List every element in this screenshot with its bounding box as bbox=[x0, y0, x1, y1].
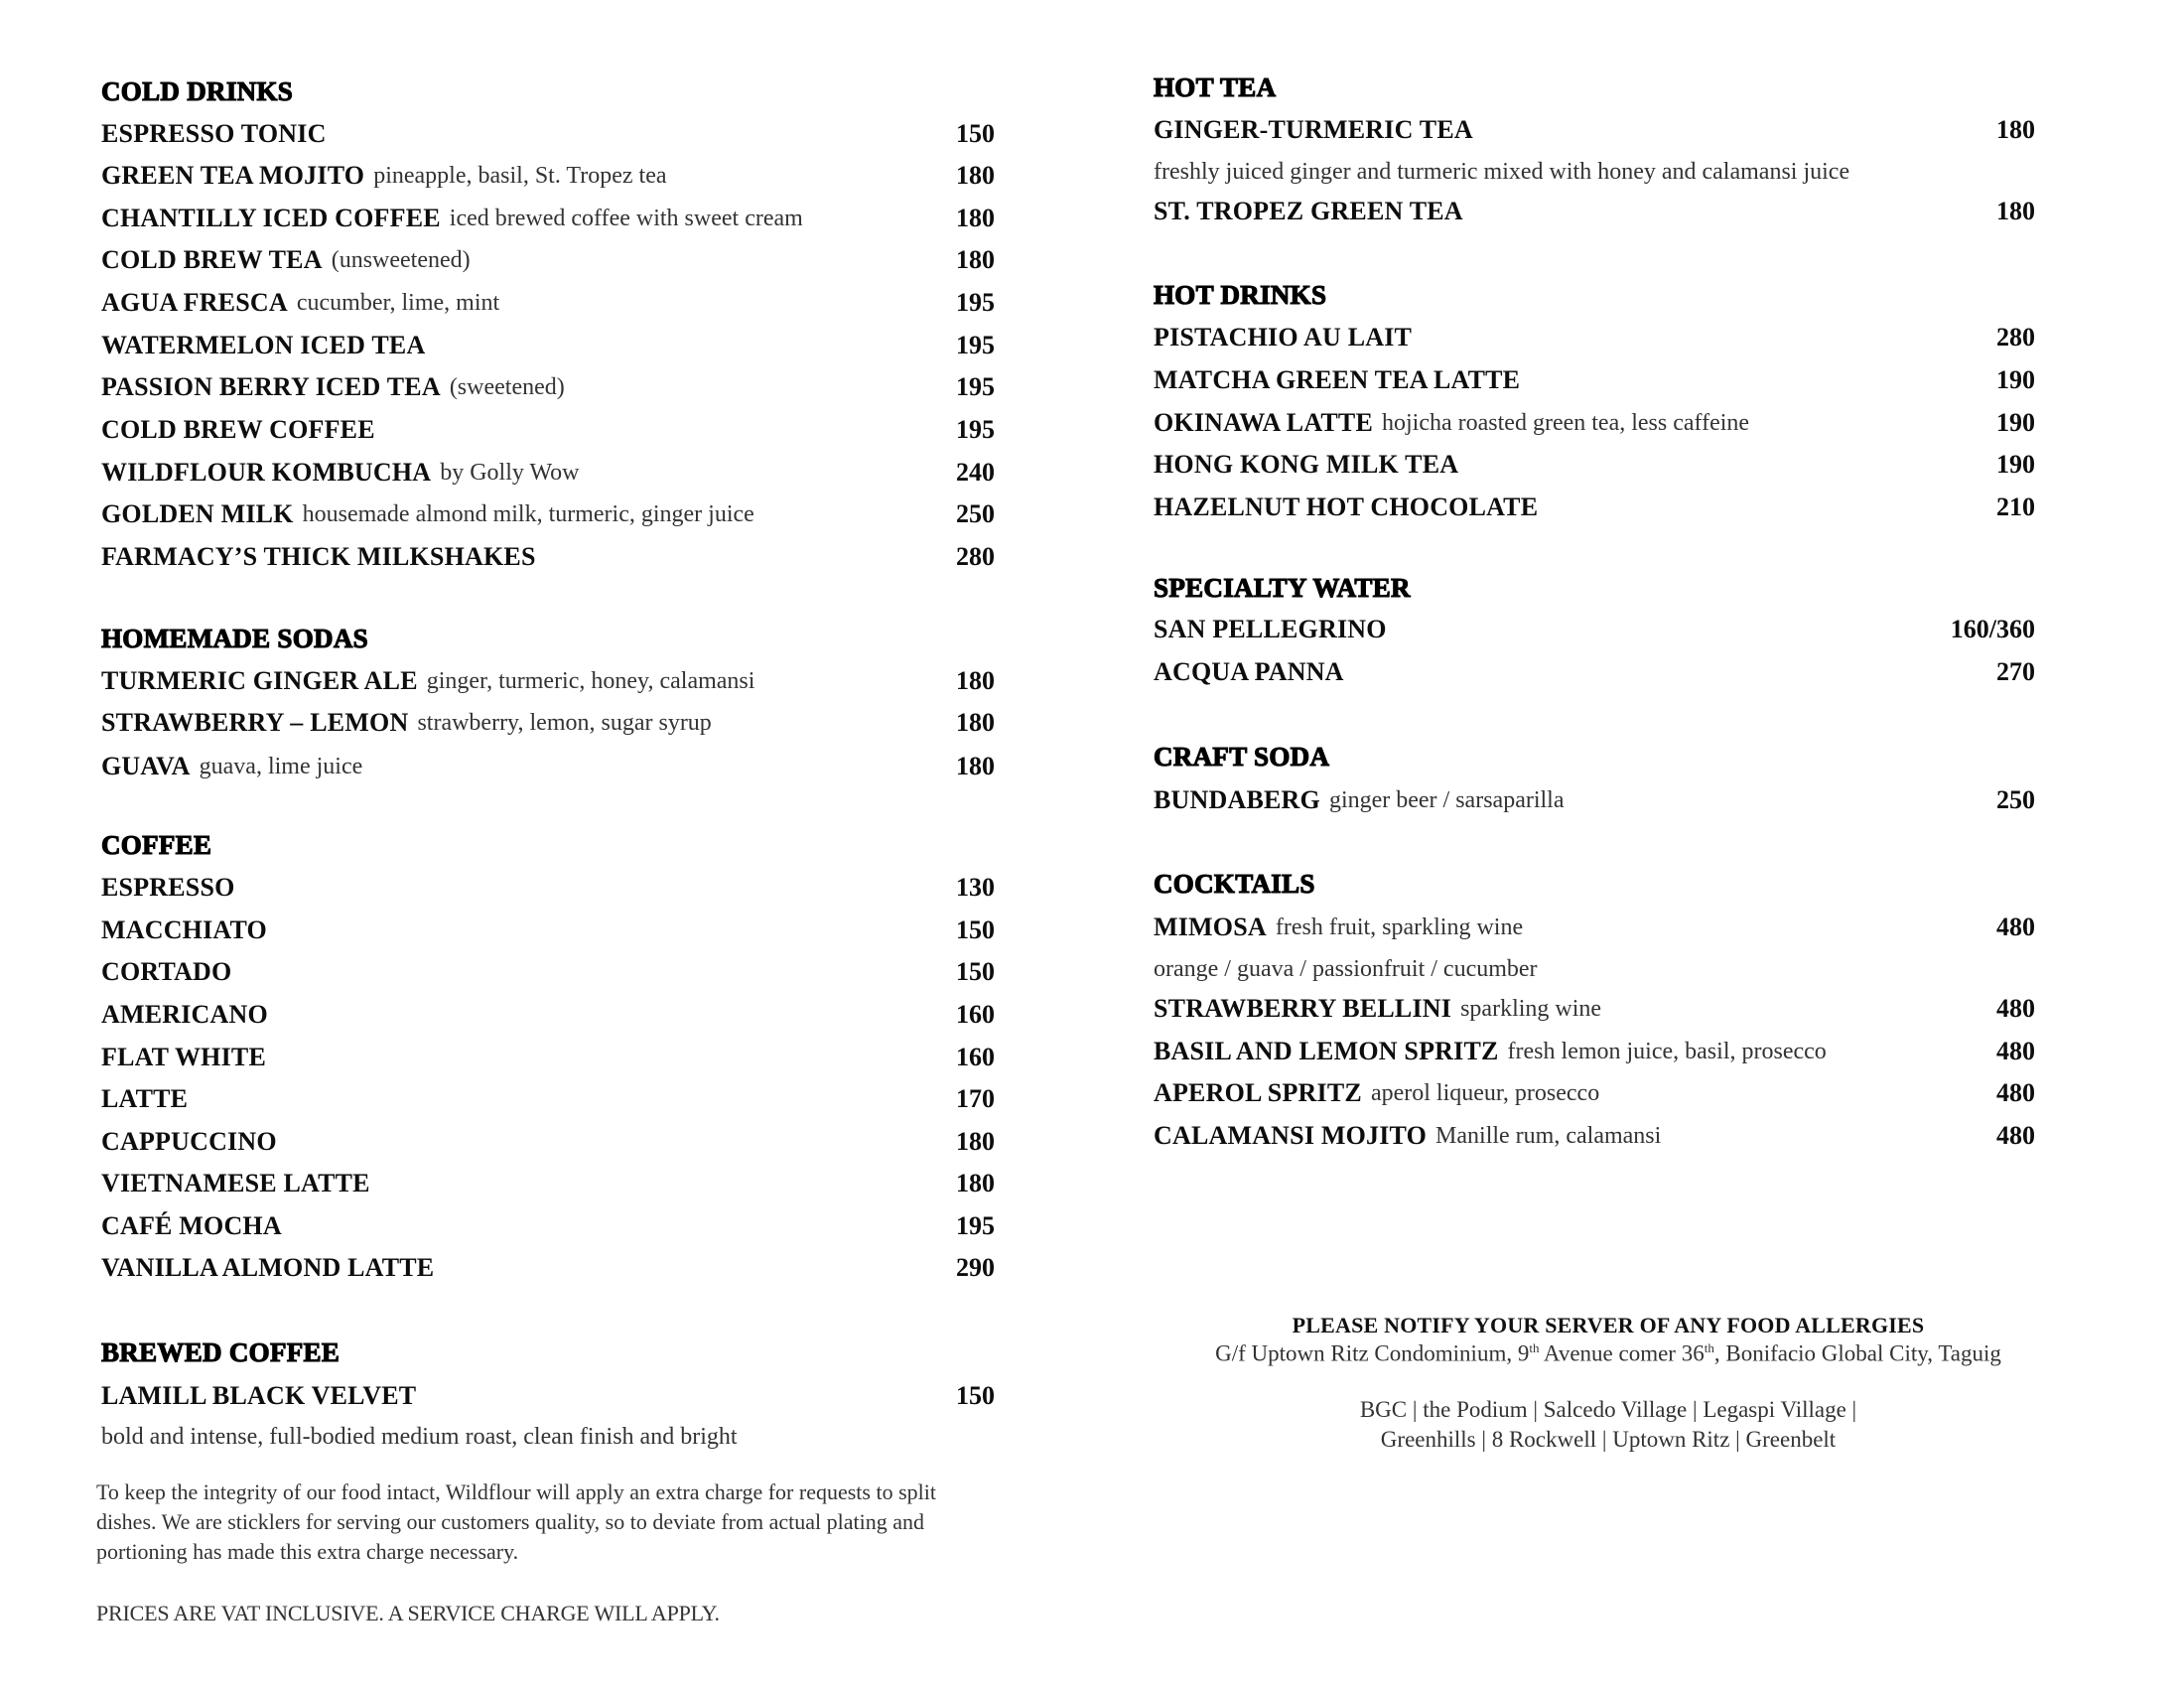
menu-item-price: 180 bbox=[956, 1169, 995, 1197]
menu-item bbox=[1154, 360, 2035, 400]
menu-item-price: 160 bbox=[956, 1043, 995, 1071]
menu-item-name: FLAT WHITE bbox=[101, 1043, 266, 1071]
menu-item-price: 195 bbox=[956, 372, 995, 401]
menu-item-price: 250 bbox=[956, 499, 995, 528]
menu-item-price: 150 bbox=[956, 957, 995, 986]
menu-item-price: 180 bbox=[956, 161, 995, 190]
menu-item-description: (unsweetened) bbox=[331, 246, 471, 273]
menu-item-name: STRAWBERRY BELLINI bbox=[1154, 994, 1452, 1023]
split-charge-line-1: To keep the integrity of our food intact, Wildflour will apply an extra charge for requests to split bbox=[96, 1479, 936, 1504]
menu-item-name: BUNDABERG bbox=[1154, 785, 1320, 814]
menu-item-name: VANILLA ALMOND LATTE bbox=[101, 1253, 435, 1282]
menu-item-description: ginger beer / sarsaparilla bbox=[1328, 786, 1565, 813]
menu-item-name: SAN PELLEGRINO bbox=[1154, 615, 1387, 643]
section-heading-homemade-sodas: HOMEMADE SODAS bbox=[101, 623, 368, 653]
menu-item bbox=[101, 1079, 995, 1119]
menu-item bbox=[101, 453, 995, 492]
menu-item bbox=[1154, 1116, 2035, 1156]
menu-item-price: 195 bbox=[956, 331, 995, 359]
locations-line-2: Greenhills | 8 Rockwell | Uptown Ritz | Greenbelt bbox=[1380, 1426, 1837, 1452]
menu-item bbox=[101, 661, 995, 701]
menu-item-name: GUAVA bbox=[101, 752, 191, 780]
menu-item-name: VIETNAMESE LATTE bbox=[101, 1169, 370, 1197]
menu-item-name: STRAWBERRY – LEMON bbox=[101, 708, 409, 737]
section-heading-cocktails: COCKTAILS bbox=[1154, 868, 1315, 899]
menu-item-name: CAPPUCCINO bbox=[101, 1127, 277, 1156]
ordinal-suffix: th bbox=[1529, 1340, 1540, 1355]
menu-item-description: guava, lime juice bbox=[199, 753, 363, 779]
vat-note: PRICES ARE VAT INCLUSIVE. A SERVICE CHARGE WILL APPLY. bbox=[96, 1601, 720, 1625]
menu-item-description: fresh lemon juice, basil, prosecco bbox=[1507, 1038, 1827, 1064]
section-heading-specialty-water: SPECIALTY WATER bbox=[1154, 572, 1411, 603]
branch-locations bbox=[1152, 1395, 2065, 1455]
section-note: orange / guava / passionfruit / cucumber bbox=[1154, 955, 1538, 982]
menu-item bbox=[101, 537, 995, 577]
menu-item-price: 480 bbox=[1996, 994, 2035, 1023]
menu-item-name: ST. TROPEZ GREEN TEA bbox=[1154, 197, 1463, 225]
menu-item-description: housemade almond milk, turmeric, ginger juice bbox=[302, 500, 754, 527]
menu-item-name: HAZELNUT HOT CHOCOLATE bbox=[1154, 492, 1539, 521]
menu-item-name: GREEN TEA MOJITO bbox=[101, 161, 365, 190]
menu-item bbox=[101, 1248, 995, 1288]
address-part: Avenue comer 36 bbox=[1539, 1340, 1705, 1366]
menu-item bbox=[1154, 445, 2035, 485]
menu-item-name: HONG KONG MILK TEA bbox=[1154, 450, 1459, 479]
menu-item-price: 195 bbox=[956, 415, 995, 444]
menu-item bbox=[101, 1376, 995, 1416]
menu-item-name: ESPRESSO bbox=[101, 873, 235, 902]
section-heading-brewed-coffee: BREWED COFFEE bbox=[101, 1336, 341, 1367]
menu-item-description: Manille rum, calamansi bbox=[1435, 1122, 1662, 1149]
menu-item bbox=[1154, 192, 2035, 231]
menu-item-description: pineapple, basil, St. Tropez tea bbox=[373, 162, 667, 189]
menu-item bbox=[101, 1206, 995, 1246]
menu-item-name: PISTACHIO AU LAIT bbox=[1154, 323, 1413, 352]
menu-item-price: 270 bbox=[1996, 657, 2035, 686]
menu-item bbox=[101, 1164, 995, 1203]
menu-item-price: 240 bbox=[956, 458, 995, 487]
menu-item-price: 280 bbox=[956, 542, 995, 571]
menu-item-price: 195 bbox=[956, 1211, 995, 1240]
menu-item-name: APEROL SPRITZ bbox=[1154, 1078, 1362, 1107]
menu-item bbox=[1154, 318, 2035, 357]
menu-item-name: CALAMANSI MOJITO bbox=[1154, 1121, 1428, 1150]
menu-item-price: 180 bbox=[1996, 197, 2035, 225]
split-charge-line-2: dishes. We are sticklers for serving our customers quality, so to deviate from actual plating and bbox=[96, 1509, 925, 1534]
menu-item bbox=[101, 1038, 995, 1077]
menu-item bbox=[1154, 1032, 2035, 1071]
menu-item-name: GINGER-TURMERIC TEA bbox=[1154, 115, 1473, 144]
menu-item bbox=[1154, 780, 2035, 820]
menu-item-name: COLD BREW TEA bbox=[101, 245, 323, 274]
menu-item bbox=[101, 367, 995, 407]
menu-item-price: 290 bbox=[956, 1253, 995, 1282]
menu-item-name: BASIL AND LEMON SPRITZ bbox=[1154, 1037, 1499, 1065]
menu-item bbox=[101, 747, 995, 786]
menu-item-price: 195 bbox=[956, 288, 995, 317]
section-note: freshly juiced ginger and turmeric mixed with honey and calamansi juice bbox=[1154, 158, 1850, 185]
menu-item-name: MATCHA GREEN TEA LATTE bbox=[1154, 365, 1521, 394]
menu-item-name: ACQUA PANNA bbox=[1154, 657, 1344, 686]
menu-item-name: OKINAWA LATTE bbox=[1154, 408, 1374, 437]
menu-item bbox=[101, 1122, 995, 1162]
menu-item-description: aperol liqueur, prosecco bbox=[1370, 1079, 1600, 1106]
footer-info bbox=[1152, 1313, 2065, 1455]
menu-item-price: 190 bbox=[1996, 450, 2035, 479]
menu-item-price: 190 bbox=[1996, 408, 2035, 437]
menu-item-price: 180 bbox=[956, 708, 995, 737]
menu-item-price: 480 bbox=[1996, 1078, 2035, 1107]
menu-item bbox=[1154, 403, 2035, 443]
menu-item bbox=[101, 911, 995, 950]
menu-item-price: 150 bbox=[956, 915, 995, 944]
menu-item-description: hojicha roasted green tea, less caffeine bbox=[1382, 409, 1750, 436]
split-charge-line-3: portioning has made this extra charge necessary. bbox=[96, 1539, 519, 1564]
menu-item-name: GOLDEN MILK bbox=[101, 499, 294, 528]
menu-item-name: PASSION BERRY ICED TEA bbox=[101, 372, 441, 401]
menu-item-price: 280 bbox=[1996, 323, 2035, 352]
menu-item bbox=[1154, 1073, 2035, 1113]
menu-item-price: 180 bbox=[956, 666, 995, 695]
menu-item-name: CAFÉ MOCHA bbox=[101, 1211, 282, 1240]
menu-item bbox=[101, 283, 995, 323]
menu-item-description: by Golly Wow bbox=[440, 459, 580, 486]
menu-item-price: 190 bbox=[1996, 365, 2035, 394]
menu-item-description: cucumber, lime, mint bbox=[296, 289, 500, 316]
menu-item-price: 170 bbox=[956, 1084, 995, 1113]
menu-item-name: CORTADO bbox=[101, 957, 232, 986]
menu-item-name: FARMACY’S THICK MILKSHAKES bbox=[101, 542, 536, 571]
menu-item-description: ginger, turmeric, honey, calamansi bbox=[426, 667, 755, 694]
menu-item bbox=[1154, 908, 2035, 947]
split-charge-note bbox=[96, 1477, 1149, 1567]
section-heading-hot-drinks: HOT DRINKS bbox=[1154, 279, 1327, 310]
menu-item-name: MIMOSA bbox=[1154, 913, 1267, 941]
menu-item bbox=[101, 114, 995, 154]
menu-item bbox=[101, 240, 995, 280]
menu-item-price: 210 bbox=[1996, 492, 2035, 521]
menu-item-price: 480 bbox=[1996, 1121, 2035, 1150]
menu-item-name: MACCHIATO bbox=[101, 915, 267, 944]
ordinal-suffix: th bbox=[1704, 1340, 1714, 1355]
menu-item bbox=[101, 326, 995, 365]
menu-item-name: AGUA FRESCA bbox=[101, 288, 288, 317]
section-heading-cold-drinks: COLD DRINKS bbox=[101, 75, 294, 106]
menu-item bbox=[1154, 110, 2035, 150]
menu-item-price: 160 bbox=[956, 1000, 995, 1029]
menu-item-price: 150 bbox=[956, 1381, 995, 1410]
menu-item-description: sparkling wine bbox=[1460, 995, 1602, 1022]
menu-item-name: WILDFLOUR KOMBUCHA bbox=[101, 458, 432, 487]
menu-item bbox=[101, 156, 995, 196]
menu-item bbox=[101, 199, 995, 238]
menu-item-name: WATERMELON ICED TEA bbox=[101, 331, 426, 359]
menu-item-name: LATTE bbox=[101, 1084, 189, 1113]
menu-item bbox=[101, 494, 995, 534]
menu-item-price: 480 bbox=[1996, 1037, 2035, 1065]
menu-item bbox=[1154, 652, 2035, 692]
menu-item bbox=[101, 952, 995, 992]
menu-item-name: ESPRESSO TONIC bbox=[101, 119, 327, 148]
menu-item bbox=[101, 868, 995, 908]
menu-item-name: COLD BREW COFFEE bbox=[101, 415, 375, 444]
menu-item-price: 150 bbox=[956, 119, 995, 148]
menu-item-name: LAMILL BLACK VELVET bbox=[101, 1381, 417, 1410]
menu-item-price: 180 bbox=[956, 752, 995, 780]
menu-item bbox=[1154, 989, 2035, 1029]
menu-item-price: 480 bbox=[1996, 913, 2035, 941]
menu-item-price: 160/360 bbox=[1950, 615, 2035, 643]
address-part: , Bonifacio Global City, Taguig bbox=[1713, 1340, 2001, 1366]
locations-line-1: BGC | the Podium | Salcedo Village | Legaspi Village | bbox=[1359, 1396, 1857, 1422]
menu-item-price: 130 bbox=[956, 873, 995, 902]
menu-item-description: (sweetened) bbox=[449, 373, 565, 400]
allergy-notice: PLEASE NOTIFY YOUR SERVER OF ANY FOOD ALLERGIES bbox=[1292, 1313, 1925, 1337]
menu-item-price: 180 bbox=[1996, 115, 2035, 144]
address bbox=[1152, 1340, 2065, 1367]
menu-item bbox=[1154, 488, 2035, 527]
menu-item-description: iced brewed coffee with sweet cream bbox=[449, 205, 803, 231]
menu-item-price: 180 bbox=[956, 204, 995, 232]
address-part: G/f Uptown Ritz Condominium, 9 bbox=[1215, 1340, 1530, 1366]
menu-item-description: fresh fruit, sparkling wine bbox=[1275, 914, 1524, 940]
section-heading-hot-tea: HOT TEA bbox=[1154, 71, 1277, 102]
menu-item-description: strawberry, lemon, sugar syrup bbox=[417, 709, 712, 736]
menu-item-name: CHANTILLY ICED COFFEE bbox=[101, 204, 441, 232]
menu-item bbox=[101, 703, 995, 743]
section-heading-coffee: COFFEE bbox=[101, 829, 212, 860]
menu-item-price: 180 bbox=[956, 245, 995, 274]
menu-item bbox=[101, 410, 995, 450]
menu-item-price: 180 bbox=[956, 1127, 995, 1156]
menu-item bbox=[1154, 610, 2035, 649]
menu-item bbox=[101, 995, 995, 1035]
menu-item-name: AMERICANO bbox=[101, 1000, 268, 1029]
section-note: bold and intense, full-bodied medium roast, clean finish and bright bbox=[101, 1423, 738, 1450]
section-heading-craft-soda: CRAFT SODA bbox=[1154, 741, 1330, 772]
menu-item-name: TURMERIC GINGER ALE bbox=[101, 666, 418, 695]
menu-item-price: 250 bbox=[1996, 785, 2035, 814]
